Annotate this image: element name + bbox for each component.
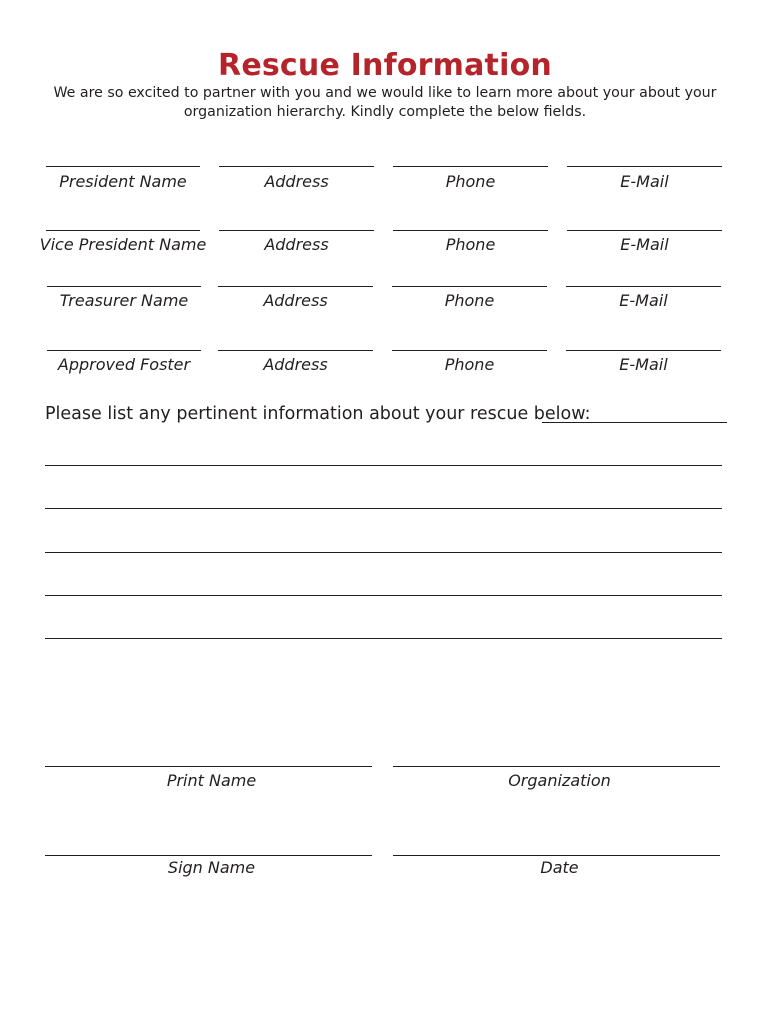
president-phone-field[interactable] <box>393 166 548 167</box>
treasurer-email-label: E-Mail <box>619 291 668 310</box>
treasurer-address-label: Address <box>263 291 328 310</box>
vice-president-phone-label: Phone <box>445 235 496 254</box>
vice-president-name-field[interactable] <box>46 230 200 231</box>
treasurer-name-label: Treasurer Name <box>59 291 189 310</box>
rescue-info-line-3[interactable] <box>45 552 722 553</box>
treasurer-email-field[interactable] <box>566 286 721 287</box>
president-email-field[interactable] <box>567 166 722 167</box>
president-address-field[interactable] <box>219 166 374 167</box>
foster-name-field[interactable] <box>47 350 201 351</box>
organization-field[interactable] <box>393 766 720 767</box>
print-name-field[interactable] <box>45 766 372 767</box>
vice-president-address-field[interactable] <box>219 230 374 231</box>
rescue-info-line-4[interactable] <box>45 595 722 596</box>
organization-label: Organization <box>508 771 611 790</box>
president-address-label: Address <box>264 172 329 191</box>
treasurer-phone-field[interactable] <box>392 286 547 287</box>
president-name-field[interactable] <box>46 166 200 167</box>
page-title: Rescue Information <box>218 48 552 83</box>
vice-president-email-label: E-Mail <box>620 235 669 254</box>
vice-president-name-label: Vice President Name <box>39 235 207 254</box>
sign-name-field[interactable] <box>45 855 372 856</box>
foster-phone-label: Phone <box>444 355 495 374</box>
treasurer-address-field[interactable] <box>218 286 373 287</box>
date-field[interactable] <box>393 855 720 856</box>
president-name-label: President Name <box>59 172 187 191</box>
rescue-info-line-1[interactable] <box>45 465 722 466</box>
rescue-info-line-0[interactable] <box>542 422 727 423</box>
treasurer-name-field[interactable] <box>47 286 201 287</box>
vice-president-address-label: Address <box>264 235 329 254</box>
rescue-info-line-2[interactable] <box>45 508 722 509</box>
foster-address-field[interactable] <box>218 350 373 351</box>
vice-president-phone-field[interactable] <box>393 230 548 231</box>
president-email-label: E-Mail <box>620 172 669 191</box>
rescue-info-line-5[interactable] <box>45 638 722 639</box>
sign-name-label: Sign Name <box>167 858 256 877</box>
president-phone-label: Phone <box>445 172 496 191</box>
print-name-label: Print Name <box>166 771 257 790</box>
foster-name-label: Approved Foster <box>57 355 191 374</box>
vice-president-email-field[interactable] <box>567 230 722 231</box>
foster-phone-field[interactable] <box>392 350 547 351</box>
rescue-info-question: Please list any pertinent information about your rescue below: <box>45 404 591 424</box>
date-label: Date <box>540 858 579 877</box>
intro-text: We are so excited to partner with you and we would like to learn more about your about your organization hierarchy. Kindly complete the below fields. <box>53 85 717 120</box>
foster-address-label: Address <box>263 355 328 374</box>
treasurer-phone-label: Phone <box>444 291 495 310</box>
foster-email-label: E-Mail <box>619 355 668 374</box>
foster-email-field[interactable] <box>566 350 721 351</box>
